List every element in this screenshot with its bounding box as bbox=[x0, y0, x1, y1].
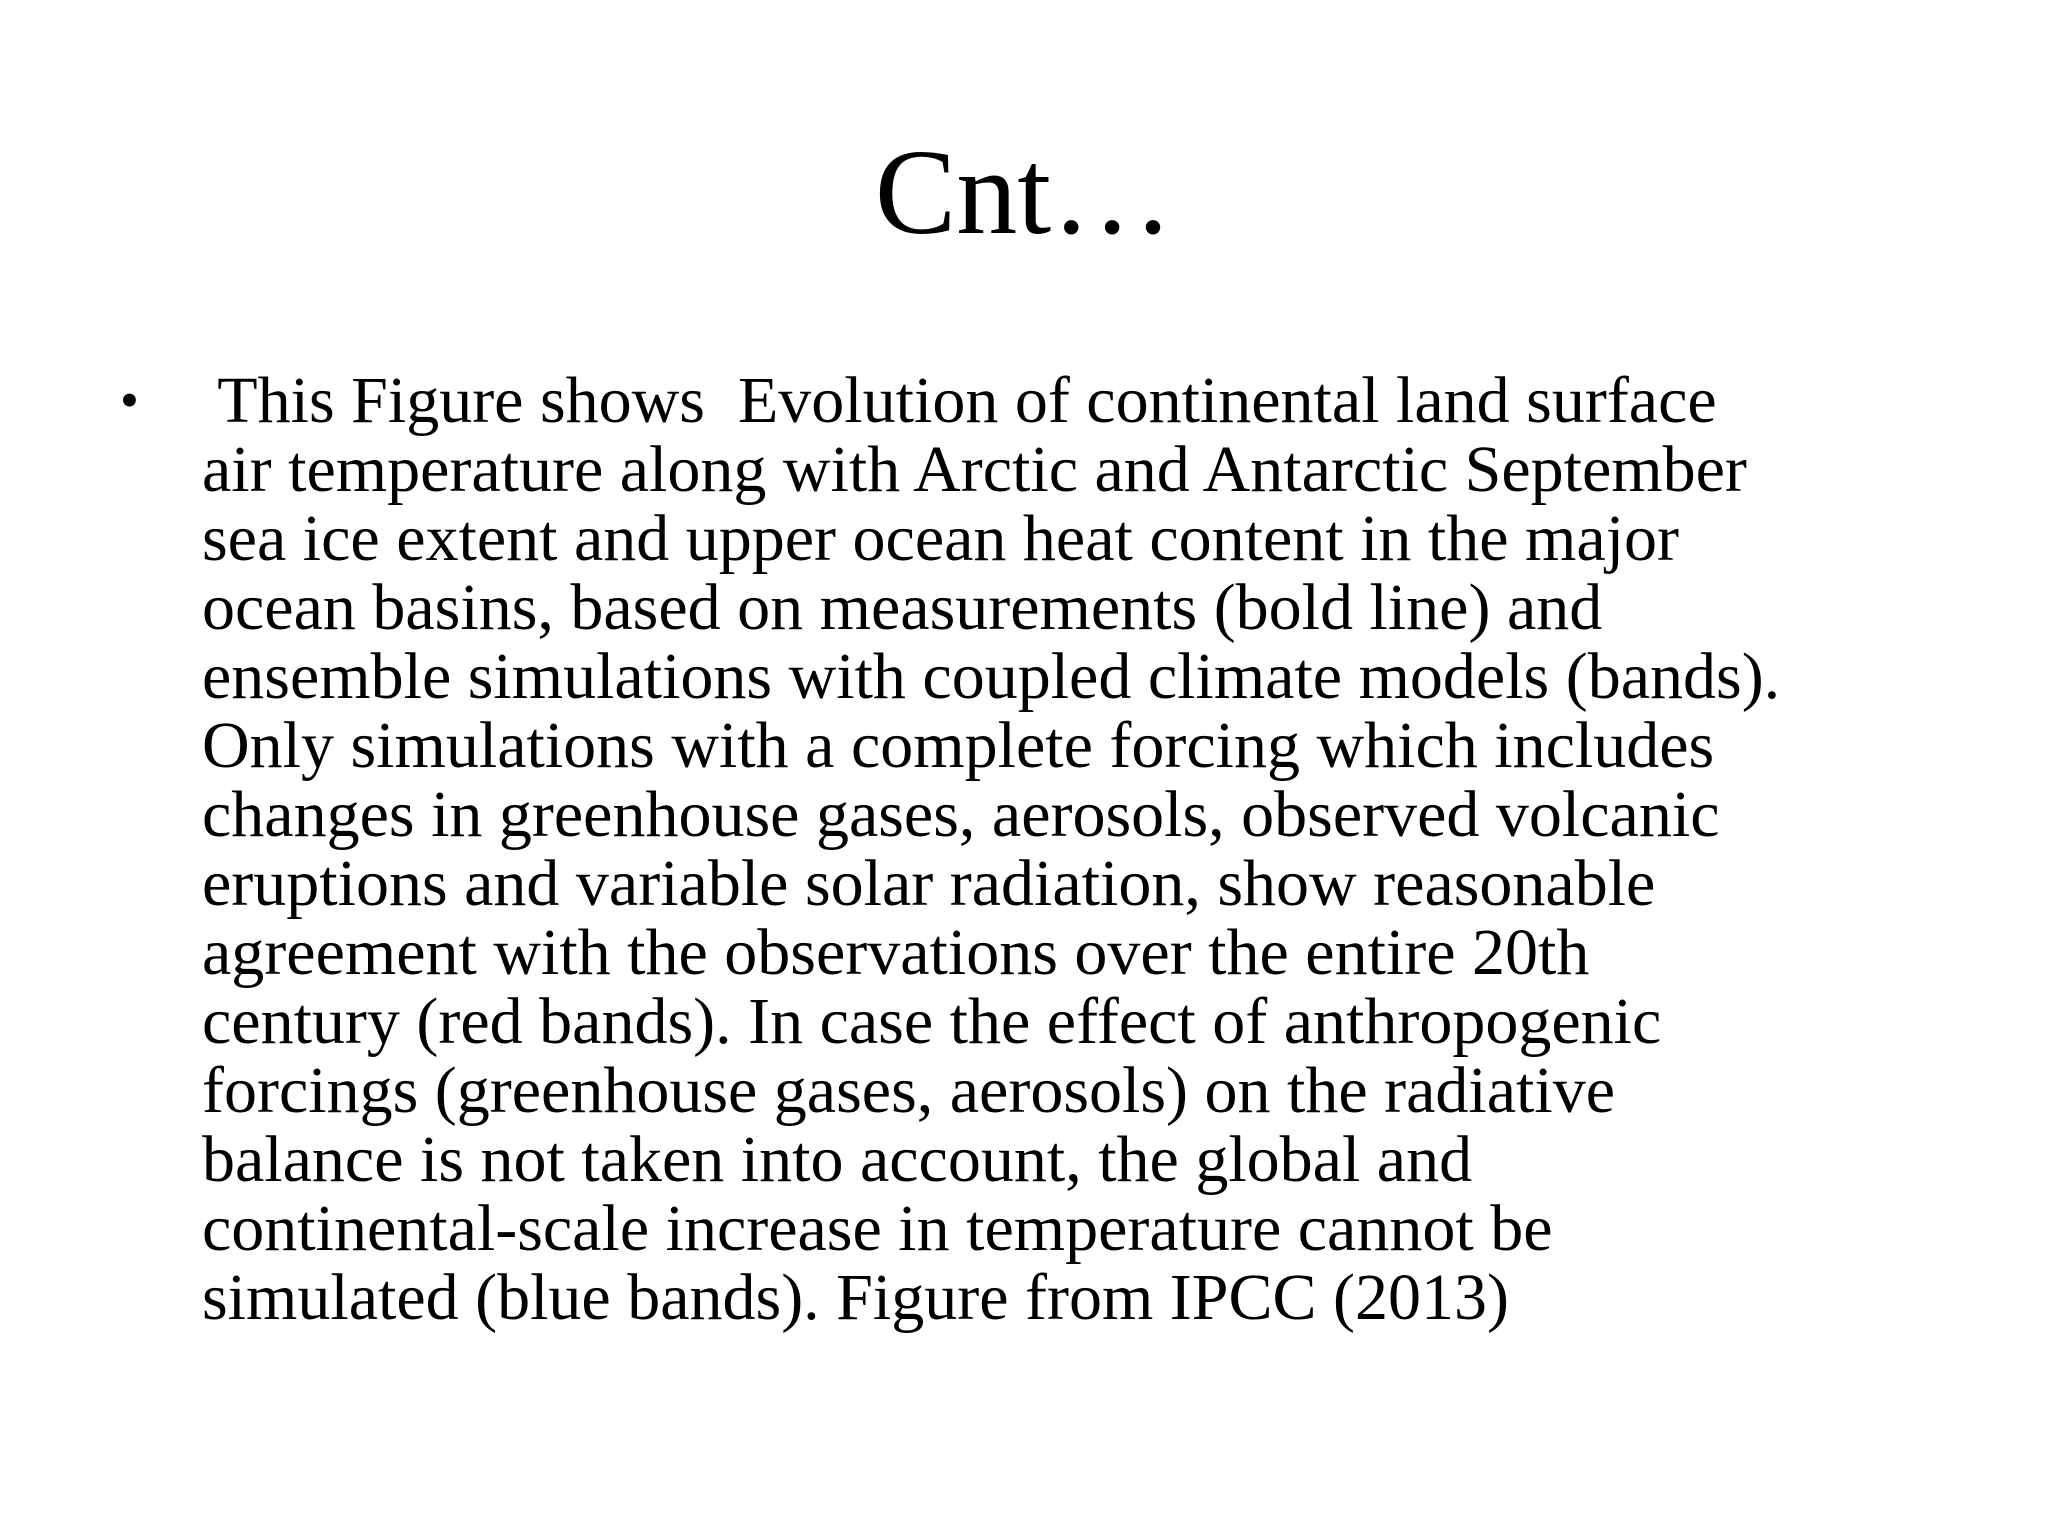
bullet-text-line: simulated (blue bands). Figure from IPCC (2013) bbox=[202, 1261, 1509, 1334]
bullet-text-line: Only simulations with a complete forcing which includes bbox=[202, 709, 1715, 782]
bullet-list bbox=[110, 366, 1970, 1332]
slide-title: Cnt… bbox=[874, 125, 1174, 260]
bullet-text-line: balance is not taken into account, the global and bbox=[202, 1123, 1473, 1196]
bullet-text-line: agreement with the observations over the entire 20th bbox=[202, 916, 1590, 989]
bullet-text-line: forcings (greenhouse gases, aerosols) on the radiative bbox=[202, 1054, 1616, 1127]
bullet-icon: • bbox=[120, 370, 139, 430]
bullet-text-line: This Figure shows Evolution of continental land surface bbox=[202, 364, 1717, 437]
bullet-text-line: eruptions and variable solar radiation, show reasonable bbox=[202, 847, 1656, 920]
bullet-item bbox=[110, 366, 1970, 1332]
bullet-text-line: ensemble simulations with coupled climate models (bands). bbox=[202, 640, 1781, 713]
bullet-text-line: changes in greenhouse gases, aerosols, observed volcanic bbox=[202, 778, 1720, 851]
bullet-text-line: continental-scale increase in temperature cannot be bbox=[202, 1192, 1553, 1265]
bullet-text-line: century (red bands). In case the effect of anthropogenic bbox=[202, 985, 1662, 1058]
bullet-text-line: ocean basins, based on measurements (bold line) and bbox=[202, 571, 1603, 644]
bullet-text-line: air temperature along with Arctic and Antarctic September bbox=[202, 433, 1747, 506]
bullet-text-line: sea ice extent and upper ocean heat content in the major bbox=[202, 502, 1680, 575]
